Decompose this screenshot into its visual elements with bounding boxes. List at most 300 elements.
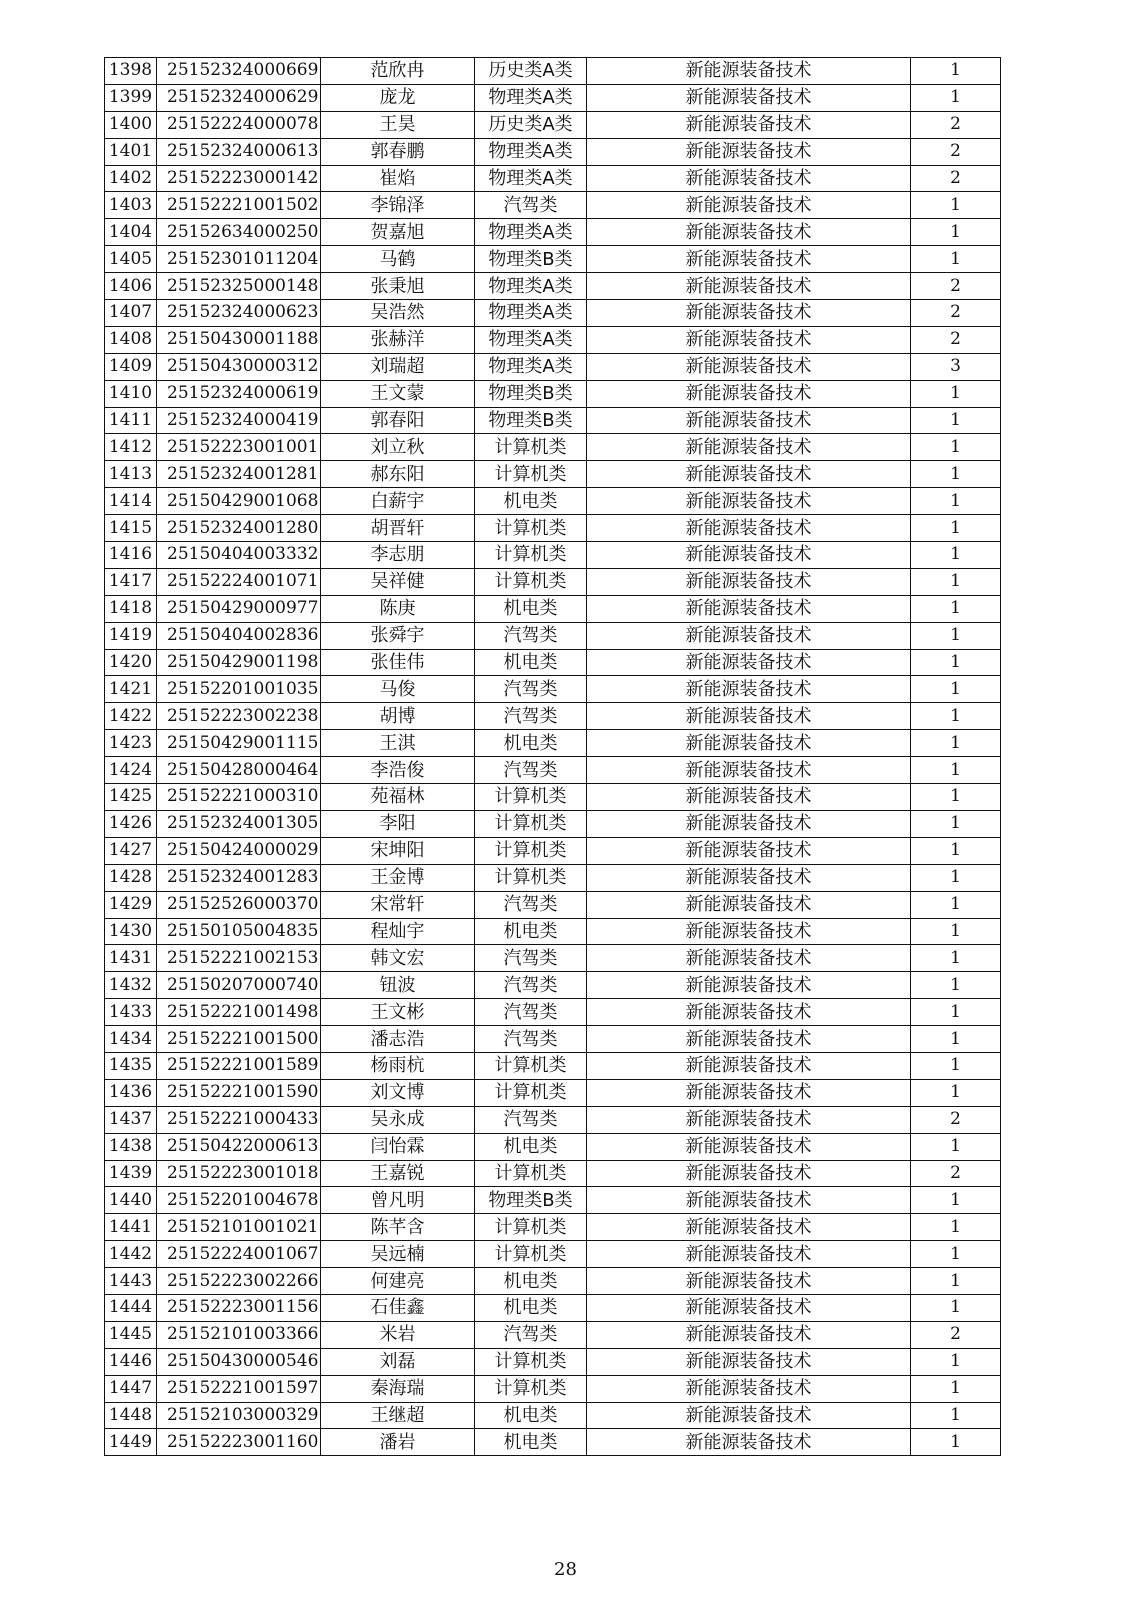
choice-order-cell: 1 — [911, 972, 1001, 999]
major-name-cell: 新能源装备技术 — [587, 488, 911, 515]
serial-number-cell: 1403 — [105, 192, 157, 219]
table-row — [105, 461, 1001, 488]
serial-number-cell: 1415 — [105, 515, 157, 542]
table-row — [105, 730, 1001, 757]
choice-order-cell: 1 — [911, 1294, 1001, 1321]
subject-category-cell: 计算机类 — [475, 1214, 587, 1241]
choice-order-cell: 1 — [911, 1079, 1001, 1106]
student-name-cell: 王文彬 — [321, 999, 475, 1026]
choice-order-cell: 1 — [911, 864, 1001, 891]
major-name-cell: 新能源装备技术 — [587, 1321, 911, 1348]
student-name-cell: 石佳鑫 — [321, 1294, 475, 1321]
student-name-cell: 陈庚 — [321, 595, 475, 622]
serial-number-cell: 1421 — [105, 676, 157, 703]
subject-category-cell: 计算机类 — [475, 1241, 587, 1268]
exam-number-cell: 25150430001188 — [157, 326, 321, 353]
subject-category-cell: 机电类 — [475, 1402, 587, 1429]
choice-order-cell: 1 — [911, 891, 1001, 918]
table-row — [105, 1429, 1001, 1456]
major-name-cell: 新能源装备技术 — [587, 1160, 911, 1187]
exam-number-cell: 25152223001160 — [157, 1429, 321, 1456]
student-name-cell: 王金博 — [321, 864, 475, 891]
major-name-cell: 新能源装备技术 — [587, 730, 911, 757]
exam-number-cell: 25152221001500 — [157, 1026, 321, 1053]
subject-category-cell: 历史类A类 — [475, 58, 587, 85]
subject-category-cell: 物理类A类 — [475, 326, 587, 353]
serial-number-cell: 1441 — [105, 1214, 157, 1241]
table-row — [105, 434, 1001, 461]
student-name-cell: 庞龙 — [321, 84, 475, 111]
choice-order-cell: 1 — [911, 784, 1001, 811]
exam-number-cell: 25152221001589 — [157, 1052, 321, 1079]
major-name-cell: 新能源装备技术 — [587, 1294, 911, 1321]
subject-category-cell: 汽驾类 — [475, 192, 587, 219]
serial-number-cell: 1442 — [105, 1241, 157, 1268]
exam-number-cell: 25152201004678 — [157, 1187, 321, 1214]
student-name-cell: 郝东阳 — [321, 461, 475, 488]
table-row — [105, 810, 1001, 837]
table-row — [105, 542, 1001, 569]
serial-number-cell: 1412 — [105, 434, 157, 461]
serial-number-cell: 1417 — [105, 568, 157, 595]
major-name-cell: 新能源装备技术 — [587, 891, 911, 918]
table-row — [105, 649, 1001, 676]
exam-number-cell: 25152324000669 — [157, 58, 321, 85]
major-name-cell: 新能源装备技术 — [587, 353, 911, 380]
student-name-cell: 王文蒙 — [321, 380, 475, 407]
serial-number-cell: 1438 — [105, 1133, 157, 1160]
exam-number-cell: 25152201001035 — [157, 676, 321, 703]
choice-order-cell: 1 — [911, 84, 1001, 111]
subject-category-cell: 计算机类 — [475, 568, 587, 595]
choice-order-cell: 1 — [911, 1429, 1001, 1456]
subject-category-cell: 计算机类 — [475, 810, 587, 837]
table-row — [105, 111, 1001, 138]
exam-number-cell: 25152221002153 — [157, 945, 321, 972]
table-row — [105, 380, 1001, 407]
major-name-cell: 新能源装备技术 — [587, 1429, 911, 1456]
choice-order-cell: 3 — [911, 353, 1001, 380]
choice-order-cell: 1 — [911, 918, 1001, 945]
exam-number-cell: 25152223000142 — [157, 165, 321, 192]
serial-number-cell: 1437 — [105, 1106, 157, 1133]
major-name-cell: 新能源装备技术 — [587, 542, 911, 569]
table-row — [105, 1026, 1001, 1053]
table-row — [105, 864, 1001, 891]
choice-order-cell: 1 — [911, 999, 1001, 1026]
subject-category-cell: 计算机类 — [475, 461, 587, 488]
table-row — [105, 676, 1001, 703]
exam-number-cell: 25152224001071 — [157, 568, 321, 595]
table-row — [105, 622, 1001, 649]
exam-number-cell: 25152324001283 — [157, 864, 321, 891]
choice-order-cell: 2 — [911, 326, 1001, 353]
subject-category-cell: 机电类 — [475, 918, 587, 945]
choice-order-cell: 1 — [911, 1214, 1001, 1241]
student-name-cell: 郭春阳 — [321, 407, 475, 434]
major-name-cell: 新能源装备技术 — [587, 1133, 911, 1160]
major-name-cell: 新能源装备技术 — [587, 1268, 911, 1295]
choice-order-cell: 2 — [911, 300, 1001, 327]
subject-category-cell: 物理类A类 — [475, 138, 587, 165]
serial-number-cell: 1398 — [105, 58, 157, 85]
exam-number-cell: 25152526000370 — [157, 891, 321, 918]
major-name-cell: 新能源装备技术 — [587, 1214, 911, 1241]
subject-category-cell: 计算机类 — [475, 1160, 587, 1187]
choice-order-cell: 1 — [911, 622, 1001, 649]
major-name-cell: 新能源装备技术 — [587, 945, 911, 972]
serial-number-cell: 1433 — [105, 999, 157, 1026]
student-name-cell: 崔焰 — [321, 165, 475, 192]
subject-category-cell: 机电类 — [475, 649, 587, 676]
serial-number-cell: 1419 — [105, 622, 157, 649]
student-name-cell: 钮波 — [321, 972, 475, 999]
serial-number-cell: 1427 — [105, 837, 157, 864]
exam-number-cell: 25152634000250 — [157, 219, 321, 246]
exam-number-cell: 25152224000078 — [157, 111, 321, 138]
choice-order-cell: 1 — [911, 1348, 1001, 1375]
student-name-cell: 王继超 — [321, 1402, 475, 1429]
serial-number-cell: 1400 — [105, 111, 157, 138]
subject-category-cell: 物理类B类 — [475, 246, 587, 273]
student-name-cell: 宋常轩 — [321, 891, 475, 918]
major-name-cell: 新能源装备技术 — [587, 703, 911, 730]
exam-number-cell: 25150424000029 — [157, 837, 321, 864]
student-name-cell: 潘志浩 — [321, 1026, 475, 1053]
subject-category-cell: 汽驾类 — [475, 1026, 587, 1053]
serial-number-cell: 1399 — [105, 84, 157, 111]
table-row — [105, 1402, 1001, 1429]
major-name-cell: 新能源装备技术 — [587, 595, 911, 622]
serial-number-cell: 1405 — [105, 246, 157, 273]
choice-order-cell: 2 — [911, 273, 1001, 300]
table-row — [105, 407, 1001, 434]
major-name-cell: 新能源装备技术 — [587, 165, 911, 192]
table-row — [105, 192, 1001, 219]
subject-category-cell: 机电类 — [475, 488, 587, 515]
choice-order-cell: 1 — [911, 488, 1001, 515]
serial-number-cell: 1447 — [105, 1375, 157, 1402]
serial-number-cell: 1434 — [105, 1026, 157, 1053]
choice-order-cell: 1 — [911, 1375, 1001, 1402]
subject-category-cell: 汽驾类 — [475, 891, 587, 918]
exam-number-cell: 25152103000329 — [157, 1402, 321, 1429]
choice-order-cell: 1 — [911, 434, 1001, 461]
student-name-cell: 刘瑞超 — [321, 353, 475, 380]
choice-order-cell: 1 — [911, 810, 1001, 837]
student-name-cell: 苑福林 — [321, 784, 475, 811]
table-row — [105, 1214, 1001, 1241]
major-name-cell: 新能源装备技术 — [587, 300, 911, 327]
choice-order-cell: 1 — [911, 1133, 1001, 1160]
subject-category-cell: 物理类A类 — [475, 353, 587, 380]
student-name-cell: 李志朋 — [321, 542, 475, 569]
major-name-cell: 新能源装备技术 — [587, 1241, 911, 1268]
student-name-cell: 王昊 — [321, 111, 475, 138]
subject-category-cell: 机电类 — [475, 595, 587, 622]
choice-order-cell: 1 — [911, 192, 1001, 219]
subject-category-cell: 物理类B类 — [475, 1187, 587, 1214]
serial-number-cell: 1429 — [105, 891, 157, 918]
exam-number-cell: 25152223001001 — [157, 434, 321, 461]
student-name-cell: 李锦泽 — [321, 192, 475, 219]
table-row — [105, 918, 1001, 945]
serial-number-cell: 1406 — [105, 273, 157, 300]
serial-number-cell: 1428 — [105, 864, 157, 891]
exam-number-cell: 25152221001502 — [157, 192, 321, 219]
choice-order-cell: 1 — [911, 676, 1001, 703]
exam-number-cell: 25150430000546 — [157, 1348, 321, 1375]
subject-category-cell: 物理类A类 — [475, 165, 587, 192]
serial-number-cell: 1420 — [105, 649, 157, 676]
choice-order-cell: 1 — [911, 945, 1001, 972]
major-name-cell: 新能源装备技术 — [587, 1187, 911, 1214]
subject-category-cell: 汽驾类 — [475, 972, 587, 999]
student-name-cell: 米岩 — [321, 1321, 475, 1348]
major-name-cell: 新能源装备技术 — [587, 246, 911, 273]
subject-category-cell: 机电类 — [475, 1429, 587, 1456]
exam-number-cell: 25152221001590 — [157, 1079, 321, 1106]
exam-number-cell: 25152324001305 — [157, 810, 321, 837]
major-name-cell: 新能源装备技术 — [587, 1052, 911, 1079]
major-name-cell: 新能源装备技术 — [587, 810, 911, 837]
serial-number-cell: 1411 — [105, 407, 157, 434]
exam-number-cell: 25152324000623 — [157, 300, 321, 327]
choice-order-cell: 2 — [911, 165, 1001, 192]
table-row — [105, 999, 1001, 1026]
admission-table-body — [105, 58, 1001, 1456]
student-name-cell: 张舜宇 — [321, 622, 475, 649]
exam-number-cell: 25150105004835 — [157, 918, 321, 945]
serial-number-cell: 1432 — [105, 972, 157, 999]
serial-number-cell: 1436 — [105, 1079, 157, 1106]
student-name-cell: 吴祥健 — [321, 568, 475, 595]
major-name-cell: 新能源装备技术 — [587, 1106, 911, 1133]
serial-number-cell: 1439 — [105, 1160, 157, 1187]
student-name-cell: 范欣冉 — [321, 58, 475, 85]
exam-number-cell: 25152221001597 — [157, 1375, 321, 1402]
major-name-cell: 新能源装备技术 — [587, 219, 911, 246]
exam-number-cell: 25152223001156 — [157, 1294, 321, 1321]
table-row — [105, 972, 1001, 999]
choice-order-cell: 1 — [911, 837, 1001, 864]
choice-order-cell: 2 — [911, 1106, 1001, 1133]
page-number: 28 — [554, 1559, 577, 1580]
student-name-cell: 程灿宇 — [321, 918, 475, 945]
subject-category-cell: 物理类A类 — [475, 273, 587, 300]
student-name-cell: 吴永成 — [321, 1106, 475, 1133]
serial-number-cell: 1430 — [105, 918, 157, 945]
student-name-cell: 张秉旭 — [321, 273, 475, 300]
exam-number-cell: 25152223002238 — [157, 703, 321, 730]
table-row — [105, 1241, 1001, 1268]
table-row — [105, 891, 1001, 918]
student-name-cell: 张赫洋 — [321, 326, 475, 353]
serial-number-cell: 1409 — [105, 353, 157, 380]
subject-category-cell: 机电类 — [475, 1294, 587, 1321]
student-name-cell: 王淇 — [321, 730, 475, 757]
subject-category-cell: 历史类A类 — [475, 111, 587, 138]
table-row — [105, 84, 1001, 111]
choice-order-cell: 1 — [911, 380, 1001, 407]
serial-number-cell: 1407 — [105, 300, 157, 327]
subject-category-cell: 物理类A类 — [475, 219, 587, 246]
serial-number-cell: 1424 — [105, 757, 157, 784]
subject-category-cell: 机电类 — [475, 1268, 587, 1295]
student-name-cell: 王嘉锐 — [321, 1160, 475, 1187]
serial-number-cell: 1445 — [105, 1321, 157, 1348]
table-row — [105, 273, 1001, 300]
table-row — [105, 1375, 1001, 1402]
exam-number-cell: 25152221000310 — [157, 784, 321, 811]
student-name-cell: 李阳 — [321, 810, 475, 837]
major-name-cell: 新能源装备技术 — [587, 676, 911, 703]
exam-number-cell: 25150430000312 — [157, 353, 321, 380]
student-name-cell: 郭春鹏 — [321, 138, 475, 165]
major-name-cell: 新能源装备技术 — [587, 1026, 911, 1053]
table-row — [105, 246, 1001, 273]
student-name-cell: 宋坤阳 — [321, 837, 475, 864]
table-row — [105, 1079, 1001, 1106]
exam-number-cell: 25152221000433 — [157, 1106, 321, 1133]
exam-number-cell: 25150404002836 — [157, 622, 321, 649]
serial-number-cell: 1448 — [105, 1402, 157, 1429]
major-name-cell: 新能源装备技术 — [587, 784, 911, 811]
major-name-cell: 新能源装备技术 — [587, 1079, 911, 1106]
major-name-cell: 新能源装备技术 — [587, 1375, 911, 1402]
table-row — [105, 58, 1001, 85]
subject-category-cell: 汽驾类 — [475, 1321, 587, 1348]
choice-order-cell: 1 — [911, 542, 1001, 569]
table-row — [105, 326, 1001, 353]
major-name-cell: 新能源装备技术 — [587, 918, 911, 945]
exam-number-cell: 25152324000619 — [157, 380, 321, 407]
choice-order-cell: 1 — [911, 1241, 1001, 1268]
subject-category-cell: 机电类 — [475, 730, 587, 757]
major-name-cell: 新能源装备技术 — [587, 461, 911, 488]
major-name-cell: 新能源装备技术 — [587, 1402, 911, 1429]
student-name-cell: 刘磊 — [321, 1348, 475, 1375]
serial-number-cell: 1408 — [105, 326, 157, 353]
student-name-cell: 秦海瑞 — [321, 1375, 475, 1402]
exam-number-cell: 25150207000740 — [157, 972, 321, 999]
subject-category-cell: 汽驾类 — [475, 945, 587, 972]
student-name-cell: 马鹤 — [321, 246, 475, 273]
exam-number-cell: 25152101001021 — [157, 1214, 321, 1241]
student-name-cell: 潘岩 — [321, 1429, 475, 1456]
table-row — [105, 1160, 1001, 1187]
exam-number-cell: 25150422000613 — [157, 1133, 321, 1160]
major-name-cell: 新能源装备技术 — [587, 58, 911, 85]
serial-number-cell: 1446 — [105, 1348, 157, 1375]
choice-order-cell: 1 — [911, 515, 1001, 542]
exam-number-cell: 25152324001281 — [157, 461, 321, 488]
choice-order-cell: 1 — [911, 58, 1001, 85]
serial-number-cell: 1401 — [105, 138, 157, 165]
major-name-cell: 新能源装备技术 — [587, 326, 911, 353]
subject-category-cell: 物理类B类 — [475, 407, 587, 434]
major-name-cell: 新能源装备技术 — [587, 380, 911, 407]
exam-number-cell: 25152325000148 — [157, 273, 321, 300]
serial-number-cell: 1426 — [105, 810, 157, 837]
serial-number-cell: 1414 — [105, 488, 157, 515]
choice-order-cell: 1 — [911, 1052, 1001, 1079]
choice-order-cell: 1 — [911, 730, 1001, 757]
subject-category-cell: 计算机类 — [475, 1079, 587, 1106]
table-row — [105, 1268, 1001, 1295]
student-name-cell: 吴远楠 — [321, 1241, 475, 1268]
table-row — [105, 1348, 1001, 1375]
serial-number-cell: 1410 — [105, 380, 157, 407]
student-name-cell: 马俊 — [321, 676, 475, 703]
table-row — [105, 784, 1001, 811]
table-row — [105, 219, 1001, 246]
choice-order-cell: 1 — [911, 1268, 1001, 1295]
major-name-cell: 新能源装备技术 — [587, 1348, 911, 1375]
choice-order-cell: 1 — [911, 219, 1001, 246]
student-name-cell: 白薪宇 — [321, 488, 475, 515]
table-row — [105, 300, 1001, 327]
exam-number-cell: 25150429000977 — [157, 595, 321, 622]
subject-category-cell: 汽驾类 — [475, 622, 587, 649]
choice-order-cell: 1 — [911, 461, 1001, 488]
table-row — [105, 1052, 1001, 1079]
exam-number-cell: 25150404003332 — [157, 542, 321, 569]
exam-number-cell: 25152324000419 — [157, 407, 321, 434]
table-row — [105, 595, 1001, 622]
choice-order-cell: 1 — [911, 757, 1001, 784]
subject-category-cell: 汽驾类 — [475, 999, 587, 1026]
exam-number-cell: 25152224001067 — [157, 1241, 321, 1268]
subject-category-cell: 计算机类 — [475, 864, 587, 891]
student-name-cell: 刘文博 — [321, 1079, 475, 1106]
table-row — [105, 757, 1001, 784]
table-row — [105, 353, 1001, 380]
student-name-cell: 贺嘉旭 — [321, 219, 475, 246]
serial-number-cell: 1440 — [105, 1187, 157, 1214]
exam-number-cell: 25152324000629 — [157, 84, 321, 111]
subject-category-cell: 计算机类 — [475, 542, 587, 569]
major-name-cell: 新能源装备技术 — [587, 273, 911, 300]
major-name-cell: 新能源装备技术 — [587, 407, 911, 434]
student-name-cell: 李浩俊 — [321, 757, 475, 784]
choice-order-cell: 1 — [911, 1026, 1001, 1053]
table-row — [105, 165, 1001, 192]
table-row — [105, 945, 1001, 972]
choice-order-cell: 1 — [911, 649, 1001, 676]
serial-number-cell: 1413 — [105, 461, 157, 488]
table-row — [105, 1294, 1001, 1321]
serial-number-cell: 1435 — [105, 1052, 157, 1079]
subject-category-cell: 物理类B类 — [475, 380, 587, 407]
choice-order-cell: 1 — [911, 595, 1001, 622]
subject-category-cell: 计算机类 — [475, 1375, 587, 1402]
serial-number-cell: 1422 — [105, 703, 157, 730]
table-row — [105, 1187, 1001, 1214]
major-name-cell: 新能源装备技术 — [587, 999, 911, 1026]
major-name-cell: 新能源装备技术 — [587, 757, 911, 784]
student-name-cell: 杨雨杭 — [321, 1052, 475, 1079]
serial-number-cell: 1404 — [105, 219, 157, 246]
table-row — [105, 1133, 1001, 1160]
serial-number-cell: 1423 — [105, 730, 157, 757]
exam-number-cell: 25152324001280 — [157, 515, 321, 542]
exam-number-cell: 25152221001498 — [157, 999, 321, 1026]
major-name-cell: 新能源装备技术 — [587, 192, 911, 219]
exam-number-cell: 25150429001068 — [157, 488, 321, 515]
major-name-cell: 新能源装备技术 — [587, 84, 911, 111]
table-row — [105, 1321, 1001, 1348]
